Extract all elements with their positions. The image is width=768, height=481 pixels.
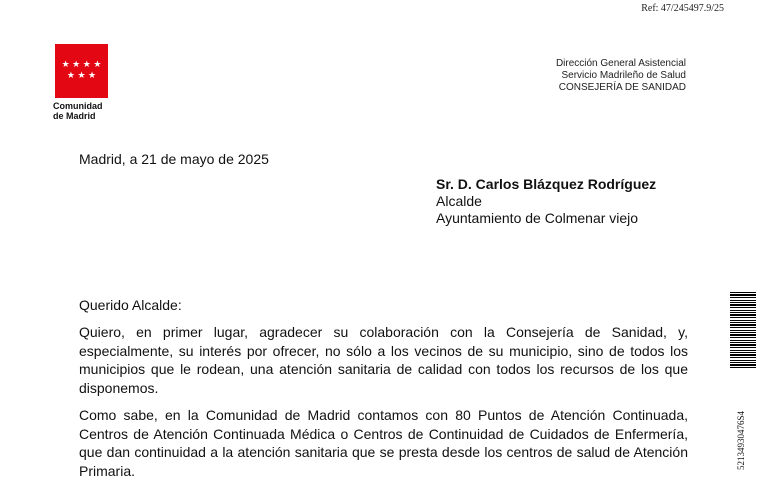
logo-text: [53, 101, 103, 121]
stars-icon: ★ ★ ★: [66, 70, 97, 80]
barcode: [730, 292, 756, 370]
salutation: Querido Alcalde:: [79, 297, 182, 313]
org-line-2: Servicio Madrileño de Salud: [561, 70, 686, 81]
barcode-number: 52134930476S4: [736, 410, 746, 470]
paragraph-2: Como sabe, en la Comunidad de Madrid contamos con 80 Puntos de Atención Continuada, Centros de Atención Continuada Médica o Centros de Continuidad de Cuidados de Enfermería, que dan continuidad a la atención sanitaria que se presta desde los centros de salud de Atención Primaria.: [79, 407, 688, 479]
organization-block: [556, 58, 686, 94]
recipient-title: Alcalde: [436, 193, 482, 209]
stars-icon: ★ ★ ★ ★: [61, 59, 102, 69]
comunidad-de-madrid-logo: [55, 44, 108, 98]
recipient-name: Sr. D. Carlos Blázquez Rodríguez: [436, 176, 657, 192]
logo-line-2: de Madrid: [53, 111, 96, 121]
org-line-3: CONSEJERÍA DE SANIDAD: [558, 82, 686, 93]
paragraph-1: Quiero, en primer lugar, agradecer su colaboración con la Consejería de Sanidad, y, especialmente, su interés por ofrecer, no sólo a los vecinos de su municipio, sino de todos los municipios que le rodean, una atención sanitaria de calidad con todos los recursos de los que disponemos.: [79, 324, 688, 396]
letter-date: Madrid, a 21 de mayo de 2025: [79, 151, 269, 167]
logo-line-1: Comunidad: [53, 101, 103, 111]
recipient-organization: Ayuntamiento de Colmenar viejo: [436, 210, 639, 226]
recipient-block: [436, 176, 656, 227]
org-line-1: Dirección General Asistencial: [555, 58, 686, 69]
reference-number: Ref: 47/245497.9/25: [641, 3, 724, 14]
